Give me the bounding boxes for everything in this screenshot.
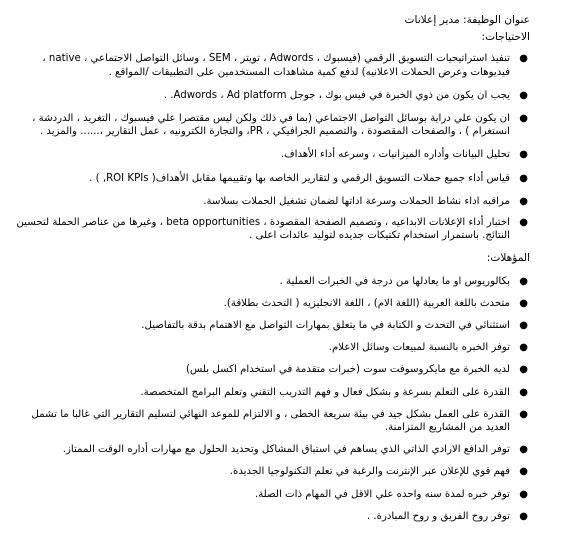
needs-item [14,52,530,78]
needs-item-text: اختبار أداء الإعلانات الابداعيه ، وتصميم الصفحة المقصودة ، beta opportunities ، وغيرها من عناصر الحملة لتحسين النتائج. باستمرار استخدام تكتيكات جديده لتوليد عائدات اعلى . [16,217,510,242]
quals-item-text: توفر خبره لمدة سنه واحده علي الاقل في المهام ذات الصلة. [254,488,510,500]
bullet-icon: ● [519,408,528,420]
bullet-icon: ● [519,275,528,287]
bullet-icon: ● [519,89,528,101]
needs-item-text: قياس أداء جميع حملات التسويق الرقمي و لتقارير الخاصه بها وتقييمها مقابل الأهداف( ROI KPIs, ) . [89,172,510,184]
quals-item [14,341,530,354]
needs-item-text: مراقبه اداء نشاط الحملات وسرعة اداتها لضمان تشغيل الحملات بسلاسة. [203,195,510,207]
needs-item [14,89,530,102]
quals-item [14,465,530,478]
quals-item [14,510,530,523]
needs-item [14,216,530,242]
bullet-icon: ● [519,444,528,456]
quals-item-text: بكالوريوس او ما يعادلها من درجة في الخبرات العملية . [279,275,510,287]
needs-item [14,172,530,185]
quals-item-text: توفر الدافع الارادي الذاتي الذي يساهم في استباق المشاكل وتحديد الحلول مع مهارات أداره الوقت الممتاز. [62,444,510,456]
quals-item-text: القدرة على التعلم بسرعة و بشكل فعال و فهم التدريب التقني وتعلم البرامج المتخصصة. [140,386,510,398]
bullet-icon: ● [519,53,528,65]
bullet-icon: ● [519,342,528,354]
quals-item [14,363,530,376]
bullet-icon: ● [519,297,528,309]
bullet-icon: ● [519,195,528,207]
quals-item [14,386,530,399]
needs-item-text: يجب ان يكون من ذوي الخبرة في فيس بوك ، جوجل Adwords ، Ad platform. . [163,89,510,101]
bullet-icon: ● [519,320,528,332]
quals-item [14,408,530,434]
quals-item-text: استثنائي في التحدث و الكتابة في ما يتعلق بمهارات التواصل مع الاهتمام بدقة بالتفاصيل. [141,320,510,332]
quals-item-text: لديه الخبرة مع مايكروسوفت سوت (خبرات متقدمة في استخدام اكسل بلس) [185,364,510,376]
quals-item [14,319,530,332]
quals-item-text: القدرة على العمل بشكل جيد في بيئة سريعة الخطى ، و الالتزام للموعد النهائي لتسليم التقارير التي غالبا ما تشمل العديد من المشاريع المتزامنة. [31,408,510,434]
quals-list [14,275,530,523]
bullet-icon: ● [519,149,528,161]
job-title: عنوان الوظيفة: مدير إعلانات [404,14,530,26]
quals-item [14,443,530,456]
quals-item [14,297,530,310]
needs-heading: الاحتياجات: [481,31,530,44]
bullet-icon: ● [519,386,528,398]
quals-item-text: توفر الخبره بالنسبة لمبيعات وسائل الاعلام. [328,342,510,354]
needs-list [14,52,530,242]
quals-item-text: توفر روح الفريق و روح المبادرة. . [366,510,510,522]
quals-item-text: متحدث باللغة العربية (اللغة الام) ، اللغة الانجليزيه ( التحدث بطلاقة). [223,297,510,309]
bullet-icon: ● [519,217,528,229]
needs-item [14,112,530,138]
quals-item-text: فهم قوي للإعلان عبر الإنترنت والرغبة في تعلم التكنولوجيا الجديدة. [229,466,510,478]
needs-item-text: تحليل البيانات وأداره الميزانيات ، وسرعه أداء الأهداف. [280,149,510,161]
needs-item-text: تنفيذ استراتيجيات التسويق الرقمي (فيسبوك ، Adwords ، تويتر ، SEM ، وسائل التواصل الاجتماعي ، native ، فيديوهات وعرض الحملات الاعلانيه) لدفع كمية مشاهدات المستخدمين على التطبيقات /المواقع . [42,53,510,78]
needs-item [14,148,530,161]
bullet-icon: ● [519,488,528,500]
needs-item [14,195,530,208]
quals-heading: المؤهلات: [486,252,530,265]
quals-item [14,275,530,288]
bullet-icon: ● [519,364,528,376]
bullet-icon: ● [519,113,528,125]
quals-item [14,488,530,501]
bullet-icon: ● [519,466,528,478]
needs-item-text: ان يكون علي دراية بوسائل التواصل الاجتماعي (بما في ذلك ولكن ليس مقتصرا علي فيسبوك ، التغريد ، الدردشة ، انستغرام ) ، والصفحات المقصودة ، والتصميم الجرافيكي ، PR، والتجارة الكترونيه ، عمل التقارير ،...... والمزيد . [32,113,510,138]
bullet-icon: ● [519,172,528,184]
bullet-icon: ● [519,510,528,522]
